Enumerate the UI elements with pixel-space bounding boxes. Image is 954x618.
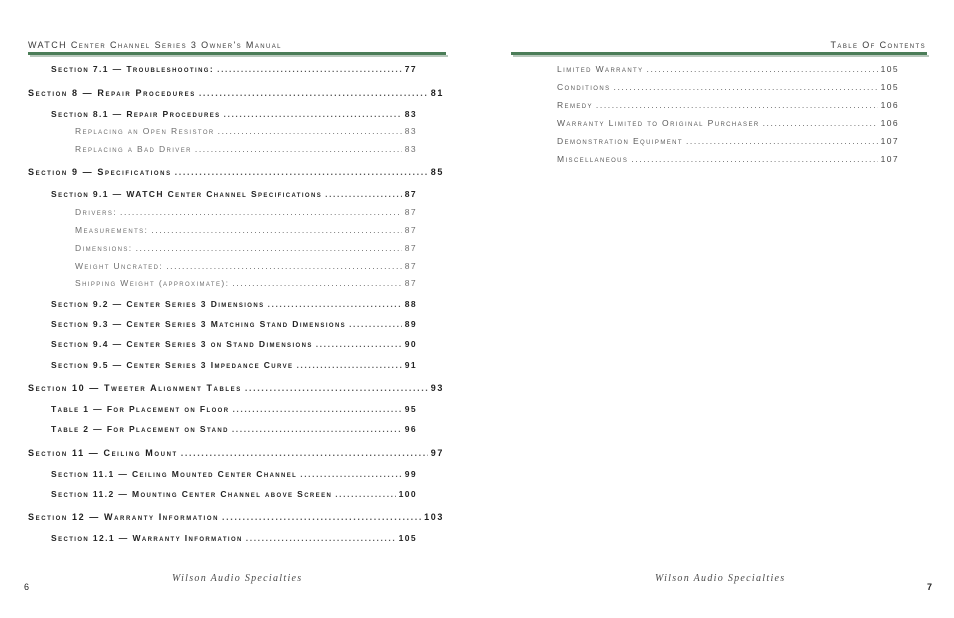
dot-leader [686,136,878,146]
toc-entry-title: Limited Warranty [557,64,644,74]
running-header: WATCH Center Channel Series 3 Owner's Manual [28,40,282,50]
toc-entry[interactable] [28,88,444,98]
toc-entry-title: Miscellaneous [557,154,629,164]
dot-leader [613,82,877,92]
toc-entry-title: Weight Uncrated: [75,261,164,271]
dot-leader [246,533,396,543]
toc-entry[interactable] [75,207,417,217]
toc-entry[interactable] [51,64,417,74]
toc-entry[interactable] [28,512,444,522]
toc-entry[interactable] [51,424,417,434]
toc-entry-page: 103 [424,512,444,522]
dot-leader [222,512,421,522]
toc-entry-page: 83 [404,126,417,136]
dot-leader [166,261,402,271]
toc-entry[interactable] [28,448,444,458]
toc-entry-page: 90 [404,339,417,349]
toc-entry[interactable] [51,533,417,543]
toc-entry-title: Section 7.1 — Troubleshooting: [51,64,215,74]
dot-leader [120,207,402,217]
toc-entry[interactable] [557,118,899,128]
toc-entry-page: 87 [404,243,417,253]
toc-entry[interactable] [557,64,899,74]
toc-entry[interactable] [51,339,417,349]
toc-entry-page: 107 [880,136,899,146]
toc-entry[interactable] [51,189,417,199]
toc-entry[interactable] [557,82,899,92]
dot-leader [224,109,402,119]
toc-entry-page: 87 [404,225,417,235]
toc-entry[interactable] [51,299,417,309]
toc-entry[interactable] [28,383,444,393]
toc-entry-page: 91 [404,360,417,370]
toc-entry-title: Section 9.3 — Center Series 3 Matching Stand Dimensions [51,319,347,329]
toc-entry[interactable] [75,261,417,271]
toc-entry-title: Section 8.1 — Repair Procedures [51,109,221,119]
page-number: 7 [926,582,932,592]
toc-entry-title: Section 9.4 — Center Series 3 on Stand Dimensions [51,339,313,349]
toc-entry[interactable] [51,319,417,329]
toc-entry[interactable] [75,278,417,288]
toc-entry-title: Section 10 — Tweeter Alignment Tables [28,383,242,393]
toc-entry-page: 93 [430,383,444,393]
dot-leader [232,404,401,414]
toc-entry-page: 87 [404,207,417,217]
toc-entry[interactable] [557,100,899,110]
toc-entry-title: Shipping Weight (approximate): [75,278,230,288]
toc-entry-page: 105 [880,82,899,92]
toc-entry-page: 97 [430,448,444,458]
dot-leader [268,299,402,309]
toc-entry-title: Dimensions: [75,243,133,253]
toc-entry-title: Remedy [557,100,593,110]
toc-entry[interactable] [51,109,417,119]
dot-leader [181,448,428,458]
toc-entry[interactable] [51,404,417,414]
toc-entry-title: Section 12.1 — Warranty Information [51,533,243,543]
toc-entry-title: Section 11.2 — Mounting Center Channel above Screen [51,489,333,499]
toc-entry-title: Conditions [557,82,611,92]
dot-leader [631,154,877,164]
dot-leader [151,225,401,235]
toc-entry[interactable] [75,126,417,136]
toc-entry-page: 83 [404,109,417,119]
toc-entry-page: 81 [430,88,444,98]
dot-leader [175,167,428,177]
page-number: 6 [24,582,30,592]
dot-leader [596,100,878,110]
toc-entry-title: Section 12 — Warranty Information [28,512,220,522]
toc-entry-page: 87 [404,278,417,288]
toc-entry[interactable] [75,144,417,154]
toc-entry-title: Replacing a Bad Driver [75,144,192,154]
toc-entry[interactable] [557,136,899,146]
toc-entry[interactable] [557,154,899,164]
toc-entry-page: 105 [880,64,899,74]
dot-leader [300,469,401,479]
toc-entry[interactable] [75,225,417,235]
toc-entry-title: Section 8 — Repair Procedures [28,88,196,98]
dot-leader [325,189,402,199]
dot-leader [199,88,428,98]
header-rule [511,52,927,57]
dot-leader [335,489,395,499]
toc-entry-title: Section 9.1 — WATCH Center Channel Specifications [51,189,323,199]
dot-leader [218,126,402,136]
toc-entry-page: 83 [404,144,417,154]
dot-leader [763,118,878,128]
toc-entry-title: Section 9.5 — Center Series 3 Impedance Curve [51,360,294,370]
toc-entry-title: Section 11 — Ceiling Mount [28,448,178,458]
toc-entry-page: 88 [404,299,417,309]
dot-leader [136,243,402,253]
toc-entry-page: 87 [404,261,417,271]
toc-entry-page: 106 [880,118,899,128]
toc-entry-title: Warranty Limited to Original Purchaser [557,118,760,128]
toc-entry[interactable] [51,469,417,479]
toc-entry-page: 107 [880,154,899,164]
dot-leader [316,339,402,349]
dot-leader [232,278,401,288]
dot-leader [245,383,428,393]
toc-entry-page: 85 [430,167,444,177]
toc-entry-page: 77 [404,64,417,74]
toc-entry-page: 95 [404,404,417,414]
toc-entry-title: Section 9 — Specifications [28,167,172,177]
dot-leader [349,319,402,329]
dot-leader [232,424,402,434]
toc-entry-title: Section 9.2 — Center Series 3 Dimensions [51,299,265,309]
header-rule [28,52,446,57]
toc-entry-title: Measurements: [75,225,149,235]
running-header: Table Of Contents [830,40,926,50]
dot-leader [296,360,401,370]
toc-entry[interactable] [51,360,417,370]
toc-entry-title: Replacing an Open Resistor [75,126,215,136]
toc-entry[interactable] [28,167,444,177]
toc-entry[interactable] [75,243,417,253]
dot-leader [195,144,402,154]
footer-brand: Wilson Audio Specialties [655,573,786,584]
toc-entry-page: 100 [398,489,417,499]
toc-entry-title: Table 2 — For Placement on Stand [51,424,229,434]
toc-entry-page: 106 [880,100,899,110]
toc-entry-title: Section 11.1 — Ceiling Mounted Center Channel [51,469,298,479]
toc-entry-title: Drivers: [75,207,118,217]
toc-entry[interactable] [51,489,417,499]
toc-entry-title: Demonstration Equipment [557,136,683,146]
toc-entry-page: 96 [404,424,417,434]
footer-brand: Wilson Audio Specialties [172,573,303,584]
toc-entry-title: Table 1 — For Placement on Floor [51,404,230,414]
toc-entry-page: 105 [398,533,417,543]
right-page [477,0,954,618]
toc-entry-page: 99 [404,469,417,479]
dot-leader [217,64,402,74]
dot-leader [647,64,878,74]
toc-entry-page: 89 [404,319,417,329]
toc-entry-page: 87 [404,189,417,199]
